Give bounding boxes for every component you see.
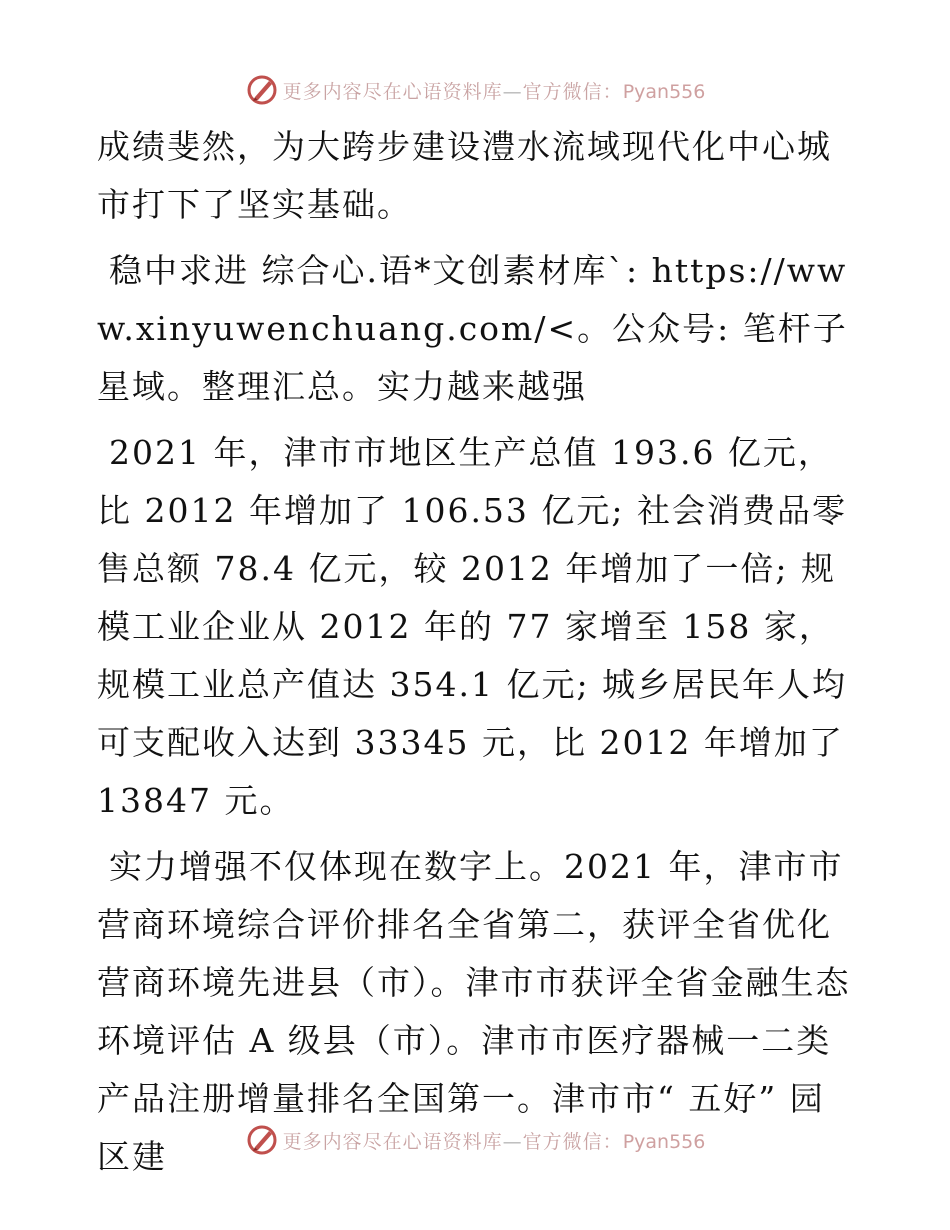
paragraph: 2021 年，津市市地区生产总值 193.6 亿元，比 2012 年增加了 106.53 亿元; 社会消费品零售总额 78.4 亿元，较 2012 年增加了一倍; 规模工业企业从 2012 年的 77 家增至 158 家，规模工业总产值达 354.1 亿元; 城乡居民年人均可支配收入达到 33345 元，比 2012 年增加了 13847 元。 <box>97 433 848 820</box>
banner-separator: — <box>502 80 523 103</box>
document-body <box>97 118 857 1194</box>
banner-wechat-id: Pyan556 <box>622 1130 706 1153</box>
banner-text <box>283 77 706 104</box>
banner-wechat-id: Pyan556 <box>622 80 706 103</box>
banner-separator: — <box>502 1130 523 1153</box>
banner-official-text: 官方微信： <box>522 1130 623 1153</box>
banner-text <box>283 1127 706 1154</box>
paragraph: 实力增强不仅体现在数字上。2021 年，津市市营商环境综合评价排名全省第二，获评全省优化营商环境先进县（市）。津市市获评全省金融生态环境评估 A 级县（市）。津市市医疗器械一二类产品注册增量排名全国第一。津市市“ 五好” 园区建 <box>97 847 851 1176</box>
banner-official-text: 官方微信： <box>522 80 623 103</box>
pen-logo-icon <box>245 73 279 107</box>
banner-main-text: 更多内容尽在心语资料库 <box>282 1130 503 1153</box>
footer-banner <box>0 1120 950 1160</box>
paragraph: 稳中求进 综合心.语*文创素材库`: https://www.xinyuwenchuang.com/<。公众号: 笔杆子星域。整理汇总。实力越来越强 <box>97 251 848 406</box>
header-banner <box>0 70 950 110</box>
paragraph: 成绩斐然，为大跨步建设澧水流域现代化中心城市打下了坚实基础。 <box>97 127 832 224</box>
pen-logo-icon <box>245 1123 279 1157</box>
banner-main-text: 更多内容尽在心语资料库 <box>282 80 503 103</box>
